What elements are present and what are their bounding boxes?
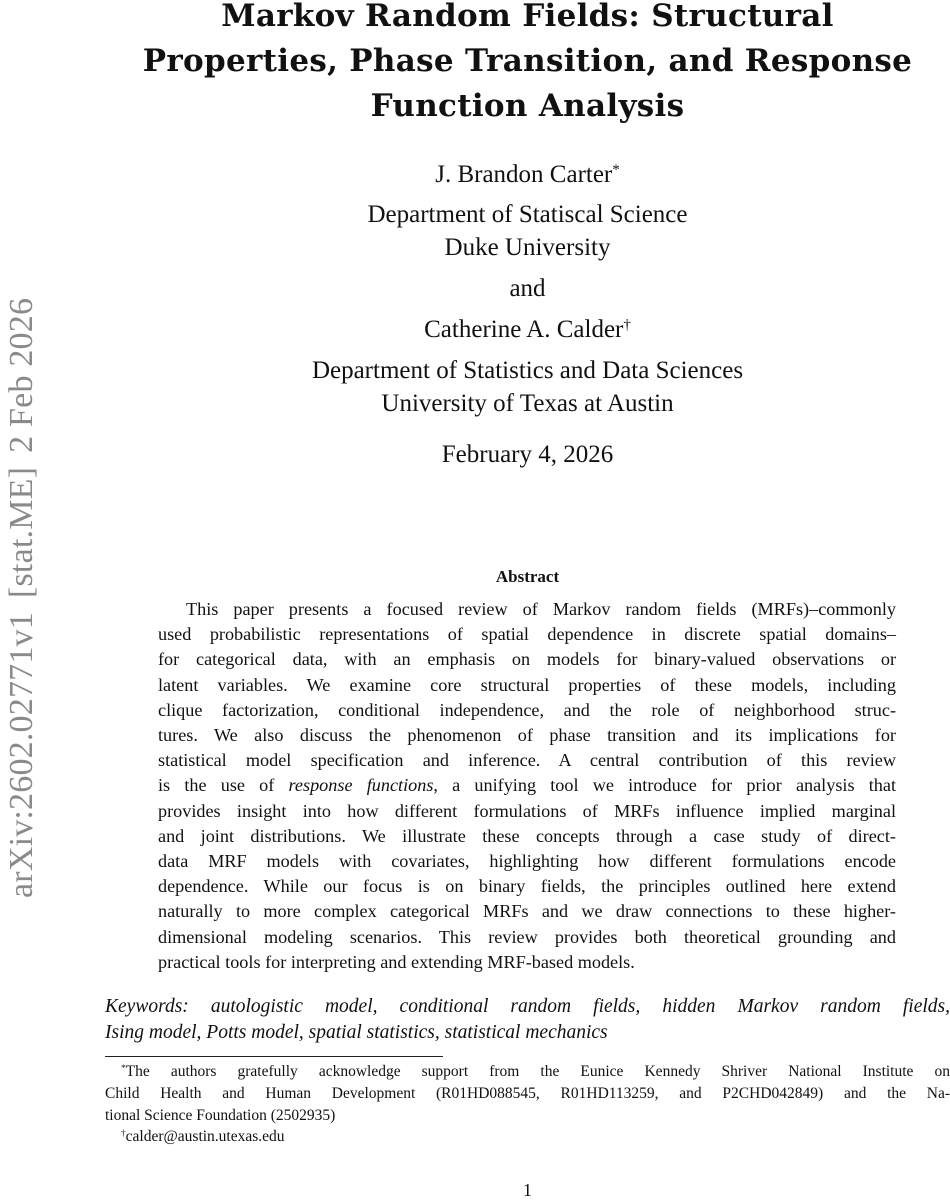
abstract-line: for categorical data, with an emphasis on models for binary-valued observations or — [158, 649, 896, 670]
abstract-line: statistical model specification and inference. A central contribution of this review — [158, 750, 896, 771]
abstract-body — [158, 597, 896, 975]
footnote-mark-asterisk: * — [121, 1063, 126, 1074]
page-number: 1 — [523, 1180, 532, 1200]
paper-date: February 4, 2026 — [441, 441, 614, 468]
arxiv-stamp — [4, 218, 40, 898]
keywords — [105, 994, 950, 1046]
footnotes — [105, 1061, 950, 1148]
footnote-line: Child Health and Human Development (R01HD088545, R01HD113259, and P2CHD042849) and the Na- — [105, 1084, 950, 1102]
footnote-funding: *The authors gratefully acknowledge support from the Eunice Kennedy Shriver National Institute on — [121, 1063, 950, 1080]
arxiv-date: 2 Feb 2026 — [3, 297, 40, 453]
abstract-line: tures. We also discuss the phenomenon of phase transition and its implications for — [158, 725, 896, 746]
footnote-email — [105, 1126, 950, 1148]
title-line: Properties, Phase Transition, and Response — [142, 43, 913, 79]
keywords-line: Keywords: autologistic model, conditional random fields, hidden Markov random fields, — [105, 996, 950, 1017]
abstract-line: used probabilistic representations of spatial dependence in discrete spatial domains– — [158, 624, 896, 645]
author-affiliation — [105, 354, 950, 420]
affiliation-department: Department of Statistics and Data Sciences — [311, 357, 744, 384]
abstract-line: latent variables. We examine core structural properties of these models, including — [158, 674, 896, 695]
affiliation-institution: University of Texas at Austin — [381, 390, 674, 417]
email-link[interactable]: calder@austin.utexas.edu — [125, 1128, 285, 1146]
affiliation-institution: Duke University — [444, 234, 611, 261]
emphasis-response-functions: response functions — [288, 775, 434, 796]
abstract-line: is the use of response functions, a unifying tool we introduce for prior analysis that — [158, 775, 897, 796]
footnote-mark-asterisk[interactable]: * — [612, 161, 620, 178]
author-name: J. Brandon Carter* — [435, 161, 620, 188]
arxiv-category: [stat.ME] — [3, 466, 40, 599]
author-affiliation — [105, 198, 950, 264]
arxiv-id[interactable]: arXiv:2602.02771v1 — [3, 612, 40, 898]
abstract-line: and joint distributions. We illustrate these concepts through a case study of direct- — [158, 825, 896, 846]
abstract-heading: Abstract — [495, 567, 560, 586]
footnote-line: tional Science Foundation (2502935) — [105, 1106, 336, 1124]
title-line: Function Analysis — [370, 88, 685, 124]
footnote-mark-dagger[interactable]: † — [623, 316, 631, 333]
author-separator: and — [509, 275, 546, 302]
affiliation-department: Department of Statiscal Science — [367, 201, 688, 228]
abstract-line: practical tools for interpreting and extending MRF-based models. — [158, 951, 635, 972]
title-line: Markov Random Fields: Structural — [221, 0, 834, 34]
keywords-line: Ising model, Potts model, spatial statistics, statistical mechanics — [105, 1022, 608, 1043]
abstract-line: data MRF models with covariates, highlighting how different formulations encode — [158, 851, 896, 872]
author-name: Catherine A. Calder† — [424, 316, 631, 343]
abstract-line: provides insight into how different formulations of MRFs influence implied marginal — [158, 800, 896, 821]
footnote-divider — [105, 1056, 443, 1057]
abstract-line: clique factorization, conditional independence, and the role of neighborhood struc- — [158, 699, 896, 720]
abstract-line: This paper presents a focused review of Markov random fields (MRFs)–commonly — [186, 599, 896, 619]
abstract-line: dependence. While our focus is on binary fields, the principles outlined here extend — [158, 876, 896, 897]
paper-title — [105, 0, 950, 129]
footnote-mark-dagger: † — [121, 1129, 126, 1140]
abstract-line: naturally to more complex categorical MRFs and we draw connections to these higher- — [158, 901, 896, 922]
abstract-line: dimensional modeling scenarios. This review provides both theoretical grounding and — [158, 926, 896, 947]
